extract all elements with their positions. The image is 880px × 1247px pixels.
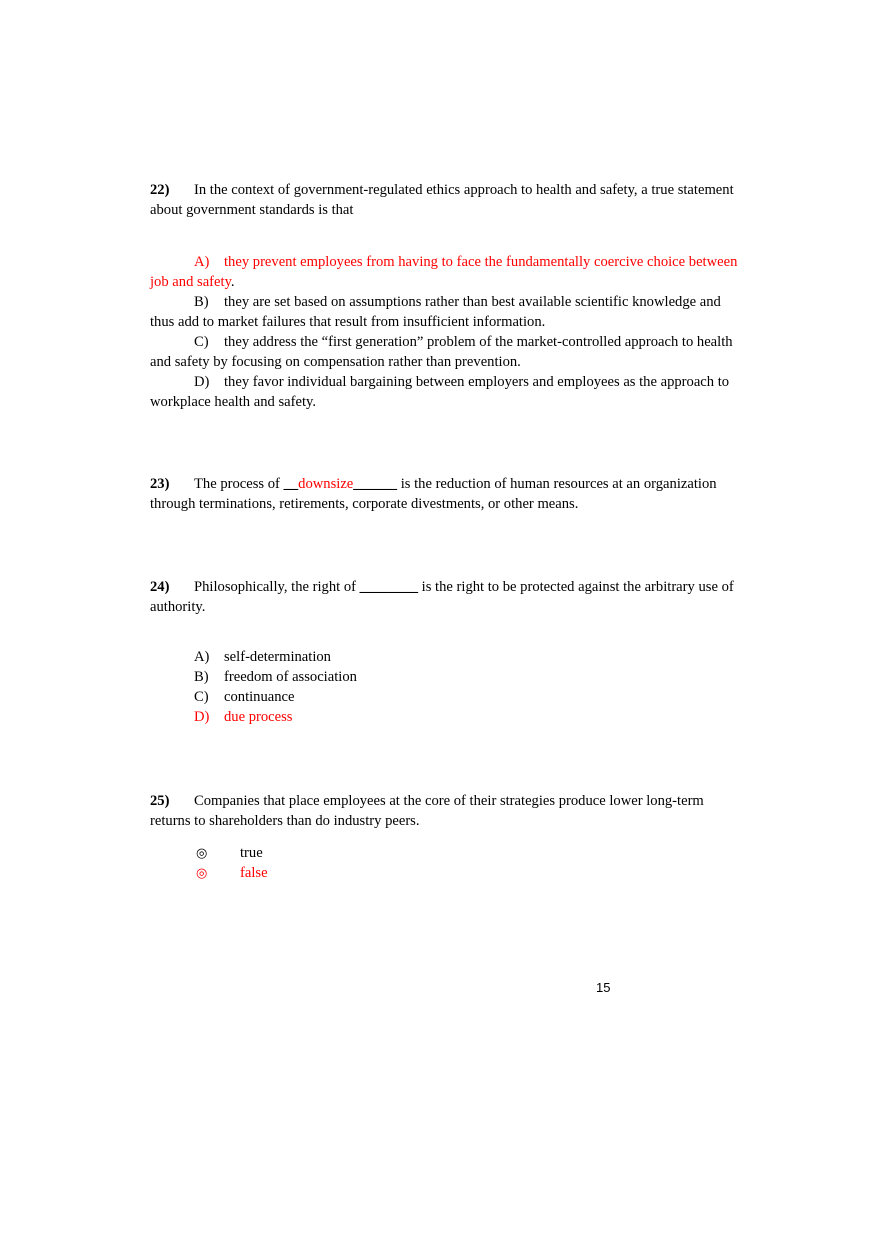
- page-number: 15: [596, 980, 611, 995]
- option-letter: B): [194, 669, 209, 685]
- option-tail: .: [230, 274, 235, 290]
- blank-underline: ________: [359, 579, 419, 595]
- option-c: [150, 332, 740, 372]
- option-b: [150, 292, 740, 332]
- question-text-pre: The process of: [194, 476, 284, 492]
- option-false-correct: [150, 863, 740, 883]
- question-number: 23): [150, 476, 170, 492]
- fill-in-answer: downsize: [298, 476, 354, 492]
- option-d-correct: [150, 707, 740, 727]
- option-text: freedom of association: [224, 669, 357, 685]
- option-d: [150, 372, 740, 412]
- option-a: [150, 647, 740, 667]
- question-24-stem: [150, 577, 740, 617]
- option-letter: C): [194, 689, 209, 705]
- question-text: In the context of government-regulated ethics approach to health and safety, a true statement about government standards is that: [150, 182, 734, 218]
- option-letter: B): [194, 294, 209, 310]
- question-text-pre: Philosophically, the right of: [194, 579, 360, 595]
- question-24: [150, 577, 740, 727]
- question-text-post: is the right to be protected against the arbitrary use of authority.: [150, 579, 734, 615]
- question-25: [150, 791, 740, 883]
- question-text: Companies that place employees at the core of their strategies produce lower long-term returns to shareholders than do industry peers.: [150, 793, 704, 829]
- question-23-stem: [150, 474, 740, 514]
- option-text: self-determination: [224, 649, 331, 665]
- option-text: due process: [224, 709, 293, 725]
- question-number: 25): [150, 793, 170, 809]
- option-text: they are set based on assumptions rather than best available scientific knowledge and thus add to market failures that result from insufficient information.: [150, 294, 721, 330]
- blank-underline: ______: [353, 476, 398, 492]
- question-text-post: is the reduction of human resources at an organization through terminations, retirements, corporate divestments, or other means.: [150, 476, 717, 512]
- option-letter: A): [194, 254, 210, 270]
- question-22-stem: [150, 180, 740, 220]
- option-text: they favor individual bargaining between employers and employees as the approach to workplace health and safety.: [150, 374, 730, 410]
- option-b: [150, 667, 740, 687]
- question-22: [150, 180, 740, 412]
- question-number: 24): [150, 579, 170, 595]
- question-25-stem: [150, 791, 740, 831]
- radio-circle-icon: ◎: [196, 845, 208, 860]
- option-text: continuance: [224, 689, 295, 705]
- option-letter: A): [194, 649, 210, 665]
- option-text: false: [240, 865, 268, 881]
- option-text: true: [240, 845, 263, 861]
- radio-circle-icon: ◎: [196, 865, 208, 880]
- question-number: 22): [150, 182, 170, 198]
- option-c: [150, 687, 740, 707]
- option-letter: D): [194, 374, 210, 390]
- option-letter: C): [194, 334, 209, 350]
- option-text: they prevent employees from having to face the fundamentally coercive choice between job and safety: [150, 254, 738, 290]
- blank-underline: __: [283, 476, 299, 492]
- option-letter: D): [194, 709, 210, 725]
- option-text: they address the “first generation” problem of the market-controlled approach to health and safety by focusing on compensation rather than prevention.: [150, 334, 733, 370]
- option-a-correct: [150, 252, 740, 292]
- question-23: [150, 474, 740, 514]
- option-true: [150, 843, 740, 863]
